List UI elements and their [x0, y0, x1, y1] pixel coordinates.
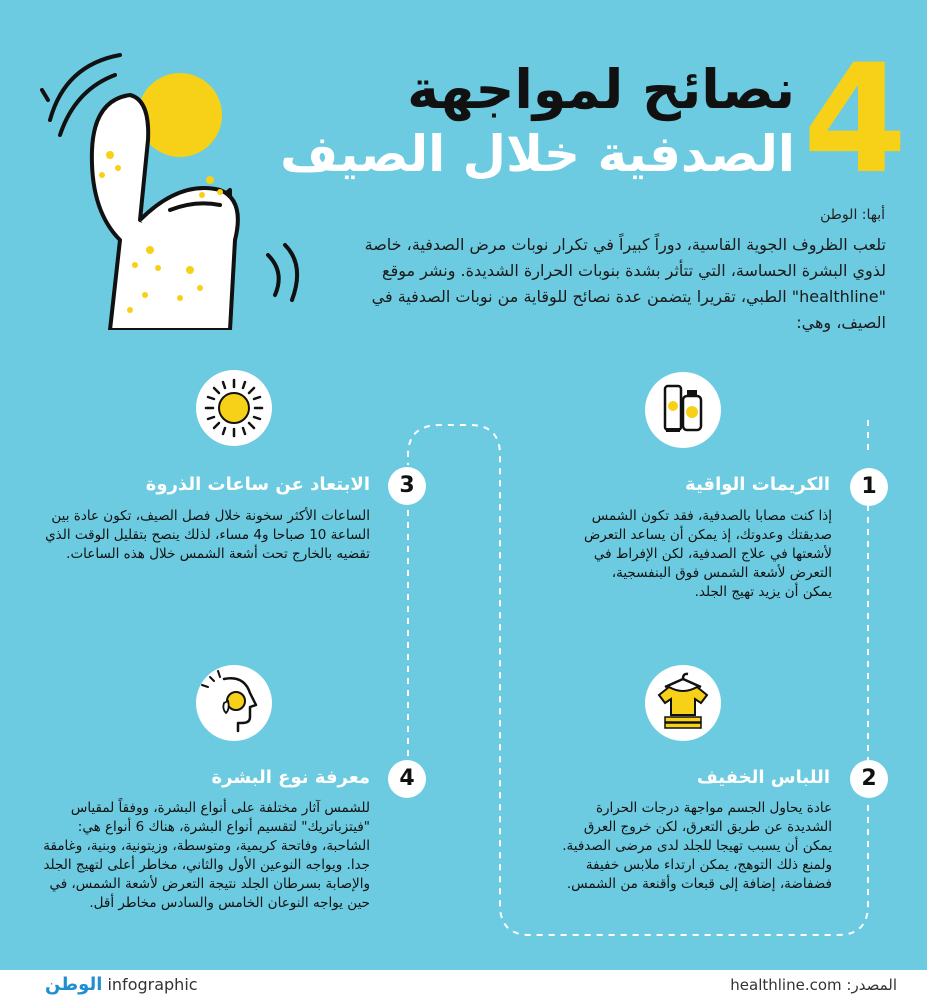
- footer-source: المصدر: healthline.com: [730, 976, 897, 994]
- tip-number-4: 4: [388, 760, 426, 798]
- page-title-line2: الصدفية خلال الصيف: [280, 125, 795, 183]
- tip-title-2: اللباس الخفيف: [696, 767, 830, 788]
- alwatan-logo: الوطن: [45, 974, 103, 995]
- footer-brand-label: infographic: [107, 975, 198, 994]
- tip-body-1: إذا كنت مصابا بالصدفية، فقد تكون الشمس صديقتك وعدوتك، إذ يمكن أن يساعد التعرض لأشعتها في علاج الصدفية، لكن الإفراط في التعرض لأشعة الشمس فوق البنفسجية، يمكن أن يزيد تهيج الجلد.: [583, 508, 832, 600]
- intro-paragraph: تلعب الظروف الجوية القاسية، دوراً كبيراً في تكرار نوبات مرض الصدفية، خاصة لذوي البشرة الحساسة، التي تتأثر بشدة بنوبات الحرارة الشديدة. ونشر موقع "healthline" الطبي، تقريرا يتضمن عدة نصائح للوقاية من نوبات الصدفية في الصيف، وهي:: [364, 235, 886, 332]
- byline: أبها: الوطن: [820, 207, 885, 223]
- sun-icon: [196, 370, 272, 446]
- tip-number-1: 1: [850, 468, 888, 506]
- tip-number-3: 3: [388, 467, 426, 505]
- sunscreen-icon: [645, 372, 721, 448]
- tip-title-1: الكريمات الواقية: [685, 474, 830, 495]
- page-title-line1: نصائح لمواجهة: [407, 58, 795, 121]
- tip-title-3: الابتعاد عن ساعات الذروة: [145, 474, 370, 495]
- psoriasis-illustration: [30, 40, 320, 330]
- tip-title-4: معرفة نوع البشرة: [211, 767, 370, 788]
- title-number: 4: [802, 33, 908, 207]
- tip-body-3: الساعات الأكثر سخونة خلال فصل الصيف، تكون عادة بين الساعة 10 صباحا و4 مساء، لذلك ينصح بتقليل الوقت الذي تقضيه بالخارج تحت أشعة الشمس خلال هذه الساعات.: [45, 508, 370, 562]
- tshirt-hanger-icon: [645, 665, 721, 741]
- footer-brand: [45, 974, 198, 995]
- face-sun-drop-icon: [196, 665, 272, 741]
- tip-body-2: عادة يحاول الجسم مواجهة درجات الحرارة الشديدة عن طريق التعرق، لكن خروج العرق يمكن أن يسبب تهيجا للجلد لدى مرضى الصدفية. ولمنع ذلك التوهج، يمكن ارتداء ملابس خفيفة فضفاضة، إضافة إلى قبعات وأقنعة من الشمس.: [562, 800, 832, 892]
- tip-body-4: للشمس آثار مختلفة على أنواع البشرة، ووفقاً لمقياس "فيتزباتريك" لتقسيم أنواع البشرة، هناك 6 أنواع هي: الشاحبة، وفاتحة كريمية، ومتوسطة، وزيتونية، وبنية، وغامقة جدا. ويواجه النوعين الأول والثاني، مخاطر أعلى لتهيج الجلد والإصابة بسرطان الجلد نتيجة التعرض لأشعة الشمس، في حين يواجه النوعان الخامس والسادس مخاطر أقل.: [43, 800, 370, 911]
- tip-number-2: 2: [850, 760, 888, 798]
